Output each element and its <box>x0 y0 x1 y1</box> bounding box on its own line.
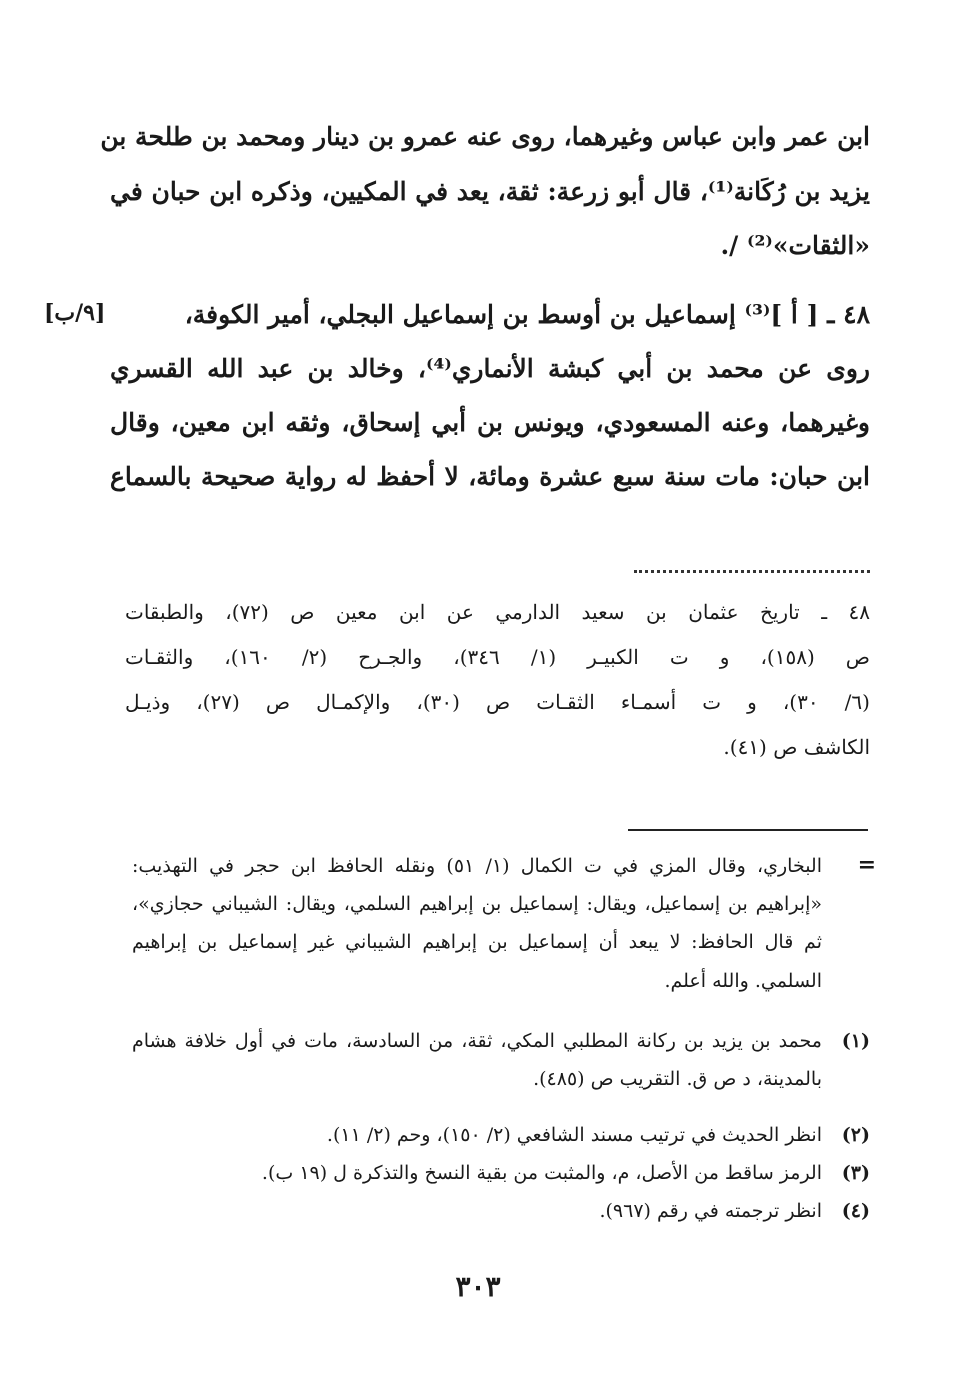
main-text-line: يزيد بن رُكَانة⁽¹⁾، قال أبو زرعة: ثقة، يعد في المكيين، وذكره ابن حبان في <box>110 177 870 206</box>
continuation-mark: = <box>857 852 876 878</box>
page-number: ٣٠٣ <box>455 1270 501 1303</box>
dotted-separator <box>634 570 870 573</box>
main-text-line: وغيرهما، وعنه المسعودي، ويونس بن أبي إسحاق، وثقه ابن معين، وقال <box>110 408 870 437</box>
footnote-line: انظر ترجمته في رقم (٩٦٧). <box>599 1200 822 1222</box>
footnote-number: (٤) <box>841 1200 870 1222</box>
entry-heading-line: ٤٨ ـ [ أ ]⁽³⁾ إسماعيل بن أوسط بن إسماعيل البجلي، أمير الكوفة، <box>184 300 870 329</box>
main-text-line: روى عن محمد بن أبي كبشة الأنماري⁽⁴⁾، وخالد بن عبد الله القسري <box>110 354 871 383</box>
source-line: الكاشف ص (٤١). <box>723 735 870 759</box>
footnote-line: الرمز ساقط من الأصل، م، والمثبت من بقية النسخ والتذكرة ل (١٩ ب). <box>261 1162 822 1184</box>
footnote-line: محمد بن يزيد بن ركانة المطلبي المكي، ثقة، من السادسة، مات في أول خلافة هشام <box>132 1030 822 1052</box>
main-text-line: «الثقات»⁽²⁾ /. <box>720 231 870 260</box>
footnote-line: ثم قال الحافظ: لا يبعد أن إسماعيل بن إبراهيم الشيباني غير إسماعيل بن إبراهيم <box>132 931 822 953</box>
source-line: ص (١٥٨)، و ت الكبيـر (١/ ٣٤٦)، والجـرح (٢/ ١٦٠)، والثقـات <box>125 645 870 669</box>
footnote-number: (٢) <box>841 1124 870 1146</box>
footnote-line: بالمدينة، د ص ق. التقريب ص (٤٨٥). <box>533 1068 822 1090</box>
footnote-line: انظر الحديث في ترتيب مسند الشافعي (٢/ ١٥٠)، وحم (٢/ ١١). <box>326 1124 822 1146</box>
source-line: ٤٨ ـ تاريخ عثمان بن سعيد الدارمي عن ابن معين ص (٧٢)، والطبقات <box>125 600 870 624</box>
source-line: (٦/ ٣٠)، و ت أسمـاء الثقـات ص (٣٠)، والإكمـال ص (٢٧)، وذيـل <box>125 690 870 714</box>
footnote-number: (١) <box>841 1030 870 1052</box>
main-text-line: ابن حبان: مات سنة سبع عشرة ومائة، لا أحفظ له رواية صحيحة بالسماع <box>110 462 870 491</box>
footnote-line: السلمي. والله أعلم. <box>664 970 822 992</box>
footnote-rule <box>628 829 868 831</box>
main-text-line: ابن عمر وابن عباس وغيرهما، روى عنه عمرو بن دينار ومحمد بن طلحة بن <box>100 122 870 151</box>
manuscript-folio-ref: [٩/ب] <box>44 300 106 326</box>
footnote-number: (٣) <box>841 1162 870 1184</box>
footnote-line: «إبراهيم بن إسماعيل، ويقال: إسماعيل بن إبراهيم السلمي، ويقال: الشيباني حجازي»، <box>132 893 822 915</box>
footnote-line: البخاري، وقال المزي في ت الكمال (١/ ٥١) ونقله الحافظ ابن حجر في التهذيب: <box>132 855 823 877</box>
